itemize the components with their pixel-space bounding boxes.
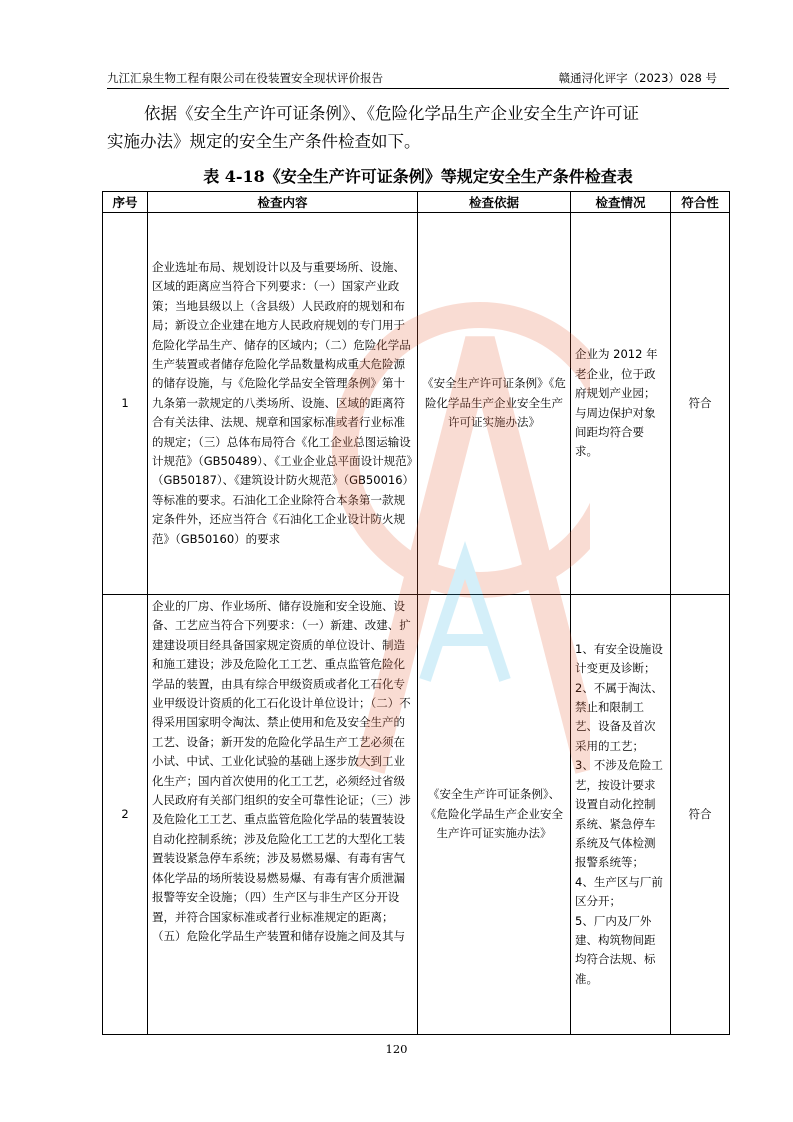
header-basis: 检查依据 xyxy=(418,192,571,213)
header-content: 检查内容 xyxy=(148,192,418,213)
table-row xyxy=(103,213,730,595)
intro-line-1: 依据《安全生产许可证条例》、《危险化学品生产企业安全生产许可证 xyxy=(144,104,639,123)
page-number: 120 xyxy=(385,1042,408,1056)
row-no: 2 xyxy=(103,595,148,1035)
header-divider xyxy=(107,88,729,89)
row-basis: 《安全生产许可证条例》《危险化学品生产企业安全生产许可证实施办法》 xyxy=(418,213,571,595)
row-basis: 《安全生产许可证条例》、《危险化学品生产企业安全生产许可证实施办法》 xyxy=(418,595,571,1035)
row-conformity: 符合 xyxy=(671,213,730,595)
header-conformity: 符合性 xyxy=(671,192,730,213)
table-title: 表 4-18《安全生产许可证条例》等规定安全生产条件检查表 xyxy=(203,167,633,186)
intro-paragraph xyxy=(107,100,729,156)
header-report-number: 赣通浔化评字（2023）028 号 xyxy=(558,71,717,85)
row-status: 1、有安全设施设计变更及诊断； 2、不属于淘汰、禁止和限制工艺、设备及首次采用的工艺； 3、不涉及危险工艺，按设计要求设置自动化控制系统、紧急停车系统及气体检测报警系统等； 4、生产区与厂前区分开； 5、厂内及厂外建、构筑物间距均符合法规、标准。 xyxy=(571,595,671,1035)
row-content: 企业的厂房、作业场所、储存设施和安全设施、设备、工艺应当符合下列要求：（一）新建、改建、扩建建设项目经具备国家规定资质的单位设计、制造和施工建设；涉及危险化工工艺、重点监管危险化学品的装置，由具有综合甲级资质或者化工石化专业甲级设计资质的化工石化设计单位设计；（二）不得采用国家明令淘汰、禁止使用和危及安全生产的工艺、设备；新开发的危险化学品生产工艺必须在小试、中试、工业化试验的基础上逐步放大到工业化生产；国内首次使用的化工工艺，必须经过省级人民政府有关部门组织的安全可靠性论证；（三）涉及危险化工工艺、重点监管危险化学品的装置装设自动化控制系统；涉及危险化工工艺的大型化工装置装设紧急停车系统；涉及易燃易爆、有毒有害气体化学品的场所装设易燃易爆、有毒有害介质泄漏报警等安全设施；（四）生产区与非生产区分开设置，并符合国家标准或者行业标准规定的距离；（五）危险化学品生产装置和储存设施之间及其与 xyxy=(148,595,418,1035)
row-no: 1 xyxy=(103,213,148,595)
row-content: 企业选址布局、规划设计以及与重要场所、设施、区域的距离应当符合下列要求：（一）国家产业政策；当地县级以上（含县级）人民政府的规划和布局；新设立企业建在地方人民政府规划的专门用于危险化学品生产、储存的区域内；（二）危险化学品生产装置或者储存危险化学品数量构成重大危险源的储存设施，与《危险化学品安全管理条例》第十九条第一款规定的八类场所、设施、区域的距离符合有关法律、法规、规章和国家标准或者行业标准的规定；（三）总体布局符合《化工企业总图运输设计规范》（GB50489）、《工业企业总平面设计规范》（GB50187）、《建筑设计防火规范》（GB50016）等标准的要求。石油化工企业除符合本条第一款规定条件外，还应当符合《石油化工企业设计防火规范》（GB50160）的要求 xyxy=(148,213,418,595)
page-header xyxy=(107,70,717,86)
row-conformity: 符合 xyxy=(671,595,730,1035)
safety-check-table xyxy=(102,191,730,1035)
header-company-report-title: 九江汇泉生物工程有限公司在役装置安全现状评价报告 xyxy=(107,71,383,85)
header-status: 检查情况 xyxy=(571,192,671,213)
table-header-row xyxy=(103,192,730,213)
row-status: 企业为 2012 年老企业，位于政府规划产业园； 与周边保护对象间距均符合要求。 xyxy=(571,213,671,595)
header-no: 序号 xyxy=(103,192,148,213)
intro-line-2: 实施办法》规定的安全生产条件检查如下。 xyxy=(107,132,421,151)
table-row xyxy=(103,595,730,1035)
